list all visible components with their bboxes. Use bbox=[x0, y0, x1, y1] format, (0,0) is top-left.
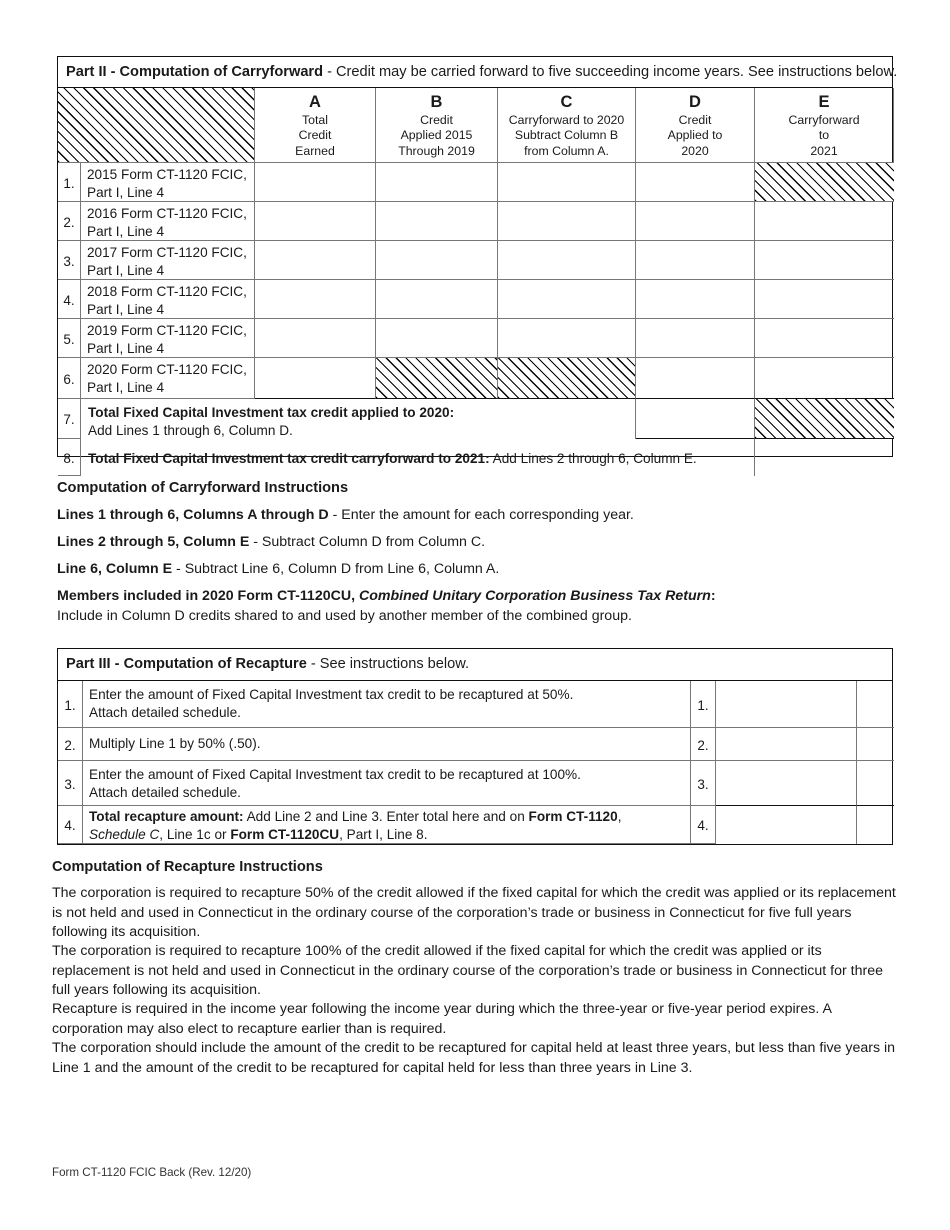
recapture-paragraph-4: The corporation should include the amount of the credit to be recaptured for capital held at least three years, but less than five years in Line 1 and the amount of the credit to be recaptured for capital held for less than three years in Line 3. bbox=[52, 1040, 896, 1076]
row-number-label: 6. bbox=[63, 371, 75, 387]
instruction-text: - Subtract Line 6, Column D from Line 6, Column A. bbox=[172, 561, 500, 577]
input-r2-colA[interactable] bbox=[255, 202, 376, 241]
row-number-label: 3. bbox=[63, 253, 75, 269]
input-r3-colC[interactable] bbox=[498, 241, 636, 280]
row-number bbox=[58, 358, 81, 399]
column-desc-line: Through 2019 bbox=[398, 143, 475, 158]
members-note-text: Include in Column D credits shared to and used by another member of the combined group. bbox=[57, 607, 632, 624]
input-r1-colA[interactable] bbox=[255, 163, 376, 202]
part-3-title-bold: Part III - Computation of Recapture bbox=[66, 656, 307, 672]
column-desc-line: Credit bbox=[298, 128, 332, 143]
column-desc-line: Carryforward to 2020 bbox=[508, 113, 625, 127]
recapture-paragraph-2: The corporation is required to recapture 100% of the credit allowed if the fixed capital for which the credit was applied or its replacement is not held and used in Connecticut in the ordinary course of the corporation’s trade or business in Connecticut for three full years following its acquisition. bbox=[52, 943, 883, 999]
row-number bbox=[58, 439, 81, 476]
schedule-c-ref: Schedule C bbox=[89, 826, 160, 842]
carryforward-instruction-item-1 bbox=[57, 506, 887, 526]
input-r7-colD[interactable] bbox=[636, 399, 755, 439]
row-label-2020 bbox=[81, 358, 255, 399]
part3-field-number-4 bbox=[691, 806, 716, 844]
part3-row-2-label bbox=[83, 728, 691, 761]
column-header-c bbox=[498, 88, 636, 163]
column-desc-line: Earned bbox=[295, 143, 335, 158]
input-r4-colB[interactable] bbox=[376, 280, 498, 319]
total-recapture-text-a: Add Line 2 and Line 3. Enter total here and on bbox=[243, 809, 529, 824]
total-recapture-label: Total recapture amount: bbox=[89, 809, 244, 824]
header-stub-hatched bbox=[58, 88, 255, 163]
row-number-label: 4. bbox=[64, 818, 76, 833]
row-label-2016 bbox=[81, 202, 255, 241]
part-3-grid bbox=[58, 681, 892, 844]
input-r2-colC[interactable] bbox=[498, 202, 636, 241]
input-r4-colE[interactable] bbox=[755, 280, 894, 319]
input-p3-r2-cents[interactable] bbox=[857, 728, 894, 761]
input-r3-colA[interactable] bbox=[255, 241, 376, 280]
field-number-label: 2. bbox=[697, 737, 709, 753]
row-8-bold-text: Total Fixed Capital Investment tax credit carryforward to 2021: bbox=[88, 451, 490, 466]
total-recapture-text-b: , Line 1c or bbox=[159, 826, 231, 842]
column-letter: B bbox=[430, 93, 443, 111]
row-number bbox=[58, 241, 81, 280]
column-desc-line: Credit bbox=[420, 113, 453, 127]
row-number-label: 7. bbox=[63, 412, 75, 427]
part3-row-3-label bbox=[83, 761, 691, 806]
row-label-2017 bbox=[81, 241, 255, 280]
row-number-label: 8. bbox=[63, 450, 75, 466]
column-header-e bbox=[755, 88, 894, 163]
input-r6-colA[interactable] bbox=[255, 358, 376, 399]
column-letter: E bbox=[818, 93, 830, 111]
part-2-title bbox=[58, 57, 898, 88]
blocked-r6-colB bbox=[376, 358, 498, 399]
instruction-text: - Subtract Column D from Column C. bbox=[249, 534, 486, 550]
row-label-line1: 2017 Form CT-1120 FCIC, bbox=[87, 245, 247, 260]
column-letter: A bbox=[309, 93, 321, 111]
row-number-label: 5. bbox=[63, 331, 75, 347]
row-label-line2: Part I, Line 4 bbox=[87, 184, 165, 200]
column-desc-line: 2020 bbox=[681, 143, 709, 158]
recapture-paragraph-1: The corporation is required to recapture 50% of the credit allowed if the fixed capital for which the credit was applied or its replacement is not held and used in Connecticut in the ordinary course of the corporation’s trade or business in Connecticut for five full years following its acquisition. bbox=[52, 885, 896, 941]
input-p3-r1-amount[interactable] bbox=[716, 681, 857, 728]
row-label-2018 bbox=[81, 280, 255, 319]
input-r1-colC[interactable] bbox=[498, 163, 636, 202]
column-letter: D bbox=[689, 93, 701, 111]
input-p3-r1-cents[interactable] bbox=[857, 681, 894, 728]
column-header-d bbox=[636, 88, 755, 163]
row-label-line2: Part I, Line 4 bbox=[87, 262, 165, 278]
input-p3-r3-amount[interactable] bbox=[716, 761, 857, 806]
part-3-title-rest: - See instructions below. bbox=[306, 656, 470, 672]
row-number bbox=[58, 806, 83, 844]
row-number bbox=[58, 163, 81, 202]
part-2-title-rest: - Credit may be carried forward to five succeeding income years. See instructions below. bbox=[323, 64, 898, 80]
row-7-bold-text: Total Fixed Capital Investment tax credit applied to 2020: bbox=[88, 405, 455, 420]
part-3-table bbox=[57, 648, 893, 845]
part3-field-number-2 bbox=[691, 728, 716, 761]
row-number-label: 4. bbox=[63, 292, 75, 308]
input-p3-r4-amount[interactable] bbox=[716, 806, 857, 844]
row-number-label: 2. bbox=[63, 214, 75, 230]
carryforward-instruction-item-3 bbox=[57, 560, 887, 580]
row-label-line1: 2018 Form CT-1120 FCIC, bbox=[87, 284, 247, 299]
column-letter: C bbox=[560, 93, 573, 111]
column-header-b bbox=[376, 88, 498, 163]
field-number-label: 4. bbox=[697, 818, 709, 833]
input-r2-colB[interactable] bbox=[376, 202, 498, 241]
blocked-r1-colE bbox=[755, 163, 894, 202]
row-7-plain-text: Add Lines 1 through 6, Column D. bbox=[88, 422, 293, 438]
recapture-paragraph-3: Recapture is required in the income year following the income year during which the three-year or five-year period expires. A corporation may also elect to recapture earlier than is required. bbox=[52, 1001, 832, 1037]
row-label-line1: Multiply Line 1 by 50% (.50). bbox=[89, 736, 261, 751]
total-recapture-text-c: , Part I, Line 8. bbox=[339, 826, 428, 842]
column-desc-line: Total bbox=[302, 113, 328, 127]
part3-field-number-3 bbox=[691, 761, 716, 806]
blocked-r7-colE bbox=[755, 399, 894, 439]
input-p3-r3-cents[interactable] bbox=[857, 761, 894, 806]
input-r4-colA[interactable] bbox=[255, 280, 376, 319]
row-label-line2: Part I, Line 4 bbox=[87, 301, 165, 317]
row-label-2019 bbox=[81, 319, 255, 358]
column-header-a bbox=[255, 88, 376, 163]
form-ref-ct1120cu: Form CT-1120CU bbox=[230, 826, 340, 842]
column-desc-line: Applied 2015 bbox=[400, 128, 473, 143]
input-p3-r2-amount[interactable] bbox=[716, 728, 857, 761]
column-desc-line: 2021 bbox=[810, 143, 838, 158]
input-r1-colD[interactable] bbox=[636, 163, 755, 202]
row-number bbox=[58, 761, 83, 806]
column-desc-line: Applied to bbox=[667, 128, 723, 143]
carryforward-instruction-item-2 bbox=[57, 533, 887, 553]
row-label-line2: Attach detailed schedule. bbox=[89, 784, 241, 800]
row-label-line1: 2016 Form CT-1120 FCIC, bbox=[87, 206, 247, 221]
part-2-grid bbox=[58, 88, 892, 466]
column-desc-line: to bbox=[818, 128, 830, 143]
part-2-table bbox=[57, 56, 898, 466]
row-label-2015 bbox=[81, 163, 255, 202]
part3-row-4-label bbox=[83, 806, 691, 844]
part-3-title bbox=[58, 649, 892, 681]
row-label-line2: Part I, Line 4 bbox=[87, 379, 165, 395]
input-r2-colE[interactable] bbox=[755, 202, 894, 241]
input-r5-colA[interactable] bbox=[255, 319, 376, 358]
instruction-label: Lines 2 through 5, Column E bbox=[57, 534, 250, 550]
input-r8-colE[interactable] bbox=[755, 439, 894, 476]
row-label-line1: 2019 Form CT-1120 FCIC, bbox=[87, 323, 247, 338]
row-number-label: 2. bbox=[64, 737, 76, 753]
row-number bbox=[58, 280, 81, 319]
members-note-bold-lead: Members included in 2020 Form CT-1120CU, bbox=[57, 588, 359, 604]
row-number bbox=[58, 399, 81, 439]
members-note-colon: : bbox=[710, 588, 716, 604]
form-ref-ct1120: Form CT-1120 bbox=[528, 809, 618, 824]
carryforward-members-note bbox=[57, 587, 917, 626]
row-number bbox=[58, 681, 83, 728]
part3-row-1-label bbox=[83, 681, 691, 728]
row-number bbox=[58, 728, 83, 761]
input-r4-colD[interactable] bbox=[636, 280, 755, 319]
column-desc-line: Carryforward bbox=[788, 113, 860, 127]
input-r6-colE[interactable] bbox=[755, 358, 894, 399]
row-number-label: 1. bbox=[63, 175, 75, 191]
instruction-label: Lines 1 through 6, Columns A through D bbox=[57, 507, 329, 523]
input-r4-colC[interactable] bbox=[498, 280, 636, 319]
carryforward-instructions-heading: Computation of Carryforward Instructions bbox=[57, 480, 349, 496]
input-r3-colE[interactable] bbox=[755, 241, 894, 280]
part-2-title-bold: Part II - Computation of Carryforward bbox=[66, 64, 324, 80]
row-label-line2: Part I, Line 4 bbox=[87, 223, 165, 239]
row-label-line2: Part I, Line 4 bbox=[87, 340, 165, 356]
field-number-label: 3. bbox=[697, 776, 709, 792]
input-r3-colD[interactable] bbox=[636, 241, 755, 280]
row-8-label bbox=[81, 439, 755, 476]
input-r6-colD[interactable] bbox=[636, 358, 755, 399]
row-label-line1: 2020 Form CT-1120 FCIC, bbox=[87, 362, 247, 377]
form-footer: Form CT-1120 FCIC Back (Rev. 12/20) bbox=[52, 1166, 252, 1179]
row-label-line1: 2015 Form CT-1120 FCIC, bbox=[87, 167, 247, 182]
total-recapture-comma: , bbox=[617, 809, 622, 824]
row-number bbox=[58, 319, 81, 358]
row-7-label bbox=[81, 399, 636, 439]
input-r5-colE[interactable] bbox=[755, 319, 894, 358]
row-label-line2: Attach detailed schedule. bbox=[89, 704, 241, 720]
row-number-label: 1. bbox=[64, 697, 76, 713]
column-desc-line: Credit bbox=[678, 113, 712, 127]
instruction-text: - Enter the amount for each corresponding year. bbox=[328, 507, 634, 523]
input-r2-colD[interactable] bbox=[636, 202, 755, 241]
column-desc-line: Subtract Column B bbox=[514, 128, 619, 143]
input-r5-colB[interactable] bbox=[376, 319, 498, 358]
recapture-instructions-heading: Computation of Recapture Instructions bbox=[52, 859, 323, 875]
members-note-form-title: Combined Unitary Corporation Business Tax Return bbox=[358, 588, 711, 604]
instruction-label: Line 6, Column E bbox=[57, 561, 173, 577]
input-r1-colB[interactable] bbox=[376, 163, 498, 202]
input-r5-colC[interactable] bbox=[498, 319, 636, 358]
row-8-plain-text: Add Lines 2 through 6, Column E. bbox=[489, 451, 697, 466]
row-label-line1: Enter the amount of Fixed Capital Investment tax credit to be recaptured at 50%. bbox=[89, 687, 574, 702]
part3-field-number-1 bbox=[691, 681, 716, 728]
input-r5-colD[interactable] bbox=[636, 319, 755, 358]
blocked-r6-colC bbox=[498, 358, 636, 399]
row-number-label: 3. bbox=[64, 776, 76, 792]
input-p3-r4-cents[interactable] bbox=[857, 806, 894, 844]
row-number bbox=[58, 202, 81, 241]
input-r3-colB[interactable] bbox=[376, 241, 498, 280]
row-label-line1: Enter the amount of Fixed Capital Investment tax credit to be recaptured at 100%. bbox=[89, 767, 581, 782]
field-number-label: 1. bbox=[697, 697, 709, 713]
column-desc-line: from Column A. bbox=[524, 143, 609, 158]
